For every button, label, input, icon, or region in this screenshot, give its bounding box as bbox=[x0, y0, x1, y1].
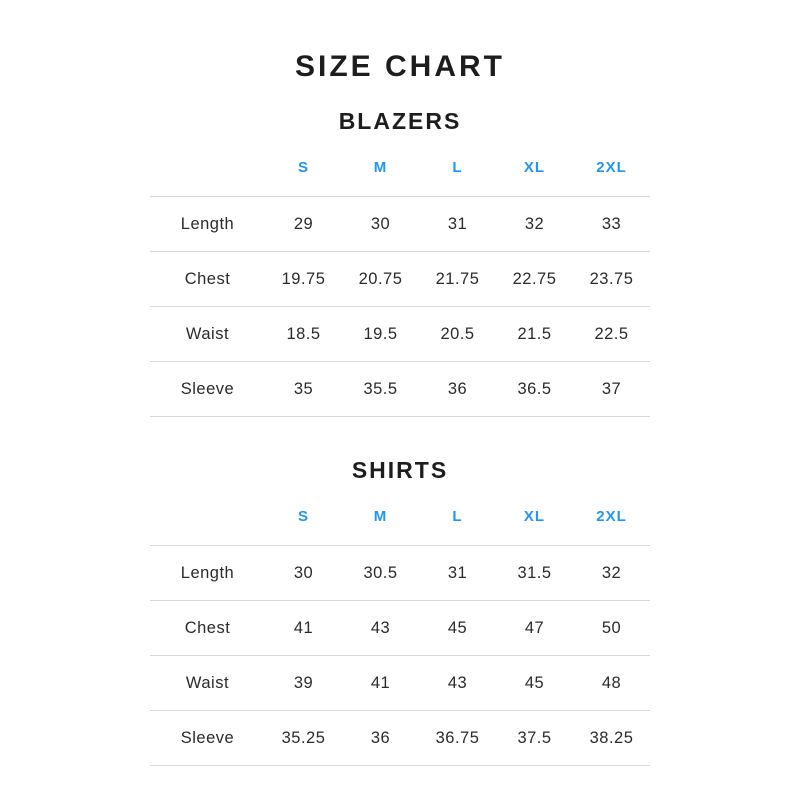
size-header-l: L bbox=[452, 159, 463, 176]
cell: 37 bbox=[601, 380, 622, 398]
cell: 38.25 bbox=[589, 729, 634, 747]
cell: 29 bbox=[293, 215, 314, 233]
cell: 30 bbox=[293, 564, 314, 582]
table-row-chest bbox=[150, 601, 650, 656]
size-header-2xl: 2XL bbox=[596, 159, 627, 176]
cell: 22.75 bbox=[512, 270, 557, 288]
size-header-s: S bbox=[297, 159, 309, 176]
shirts-size-table bbox=[150, 483, 650, 766]
table-row-chest bbox=[150, 252, 650, 307]
table-row-length bbox=[150, 546, 650, 601]
row-label: Length bbox=[180, 215, 235, 233]
cell: 30.5 bbox=[363, 564, 398, 582]
cell: 23.75 bbox=[589, 270, 634, 288]
table-row-waist bbox=[150, 656, 650, 711]
section-title-blazers: BLAZERS bbox=[338, 108, 462, 134]
size-header-s: S bbox=[297, 508, 309, 525]
cell: 36.75 bbox=[435, 729, 480, 747]
size-header-m: M bbox=[373, 508, 388, 525]
cell: 36 bbox=[370, 729, 391, 747]
cell: 43 bbox=[447, 674, 468, 692]
cell: 37.5 bbox=[517, 729, 552, 747]
cell: 32 bbox=[601, 564, 622, 582]
cell: 31 bbox=[447, 564, 468, 582]
cell: 36 bbox=[447, 380, 468, 398]
cell: 21.75 bbox=[435, 270, 480, 288]
size-header-l: L bbox=[452, 508, 463, 525]
cell: 41 bbox=[293, 619, 314, 637]
table-row-sleeve bbox=[150, 711, 650, 766]
table-row-waist bbox=[150, 307, 650, 362]
row-label: Waist bbox=[185, 674, 230, 692]
cell: 36.5 bbox=[517, 380, 552, 398]
cell: 39 bbox=[293, 674, 314, 692]
row-label: Sleeve bbox=[180, 729, 235, 747]
cell: 18.5 bbox=[286, 325, 321, 343]
cell: 41 bbox=[370, 674, 391, 692]
empty-header-cell bbox=[150, 134, 265, 197]
cell: 47 bbox=[524, 619, 545, 637]
cell: 50 bbox=[601, 619, 622, 637]
cell: 21.5 bbox=[517, 325, 552, 343]
cell: 31.5 bbox=[517, 564, 552, 582]
blazers-size-table bbox=[150, 134, 650, 417]
cell: 30 bbox=[370, 215, 391, 233]
row-label: Length bbox=[180, 564, 235, 582]
row-label: Waist bbox=[185, 325, 230, 343]
section-title-shirts: SHIRTS bbox=[351, 457, 449, 483]
cell: 31 bbox=[447, 215, 468, 233]
cell: 43 bbox=[370, 619, 391, 637]
size-header-2xl: 2XL bbox=[596, 508, 627, 525]
cell: 35.25 bbox=[281, 729, 326, 747]
cell: 19.75 bbox=[281, 270, 326, 288]
row-label: Sleeve bbox=[180, 380, 235, 398]
cell: 35.5 bbox=[363, 380, 398, 398]
cell: 45 bbox=[447, 619, 468, 637]
cell: 20.5 bbox=[440, 325, 475, 343]
size-header-row bbox=[150, 483, 650, 546]
row-label: Chest bbox=[184, 619, 231, 637]
cell: 19.5 bbox=[363, 325, 398, 343]
cell: 22.5 bbox=[594, 325, 629, 343]
cell: 20.75 bbox=[358, 270, 403, 288]
empty-header-cell bbox=[150, 483, 265, 546]
cell: 35 bbox=[293, 380, 314, 398]
row-label: Chest bbox=[184, 270, 231, 288]
size-header-xl: XL bbox=[523, 508, 546, 525]
page-title: SIZE CHART bbox=[295, 50, 505, 83]
size-header-xl: XL bbox=[523, 159, 546, 176]
size-header-m: M bbox=[373, 159, 388, 176]
size-header-row bbox=[150, 134, 650, 197]
cell: 32 bbox=[524, 215, 545, 233]
cell: 45 bbox=[524, 674, 545, 692]
cell: 48 bbox=[601, 674, 622, 692]
cell: 33 bbox=[601, 215, 622, 233]
table-row-sleeve bbox=[150, 362, 650, 417]
table-row-length bbox=[150, 197, 650, 252]
